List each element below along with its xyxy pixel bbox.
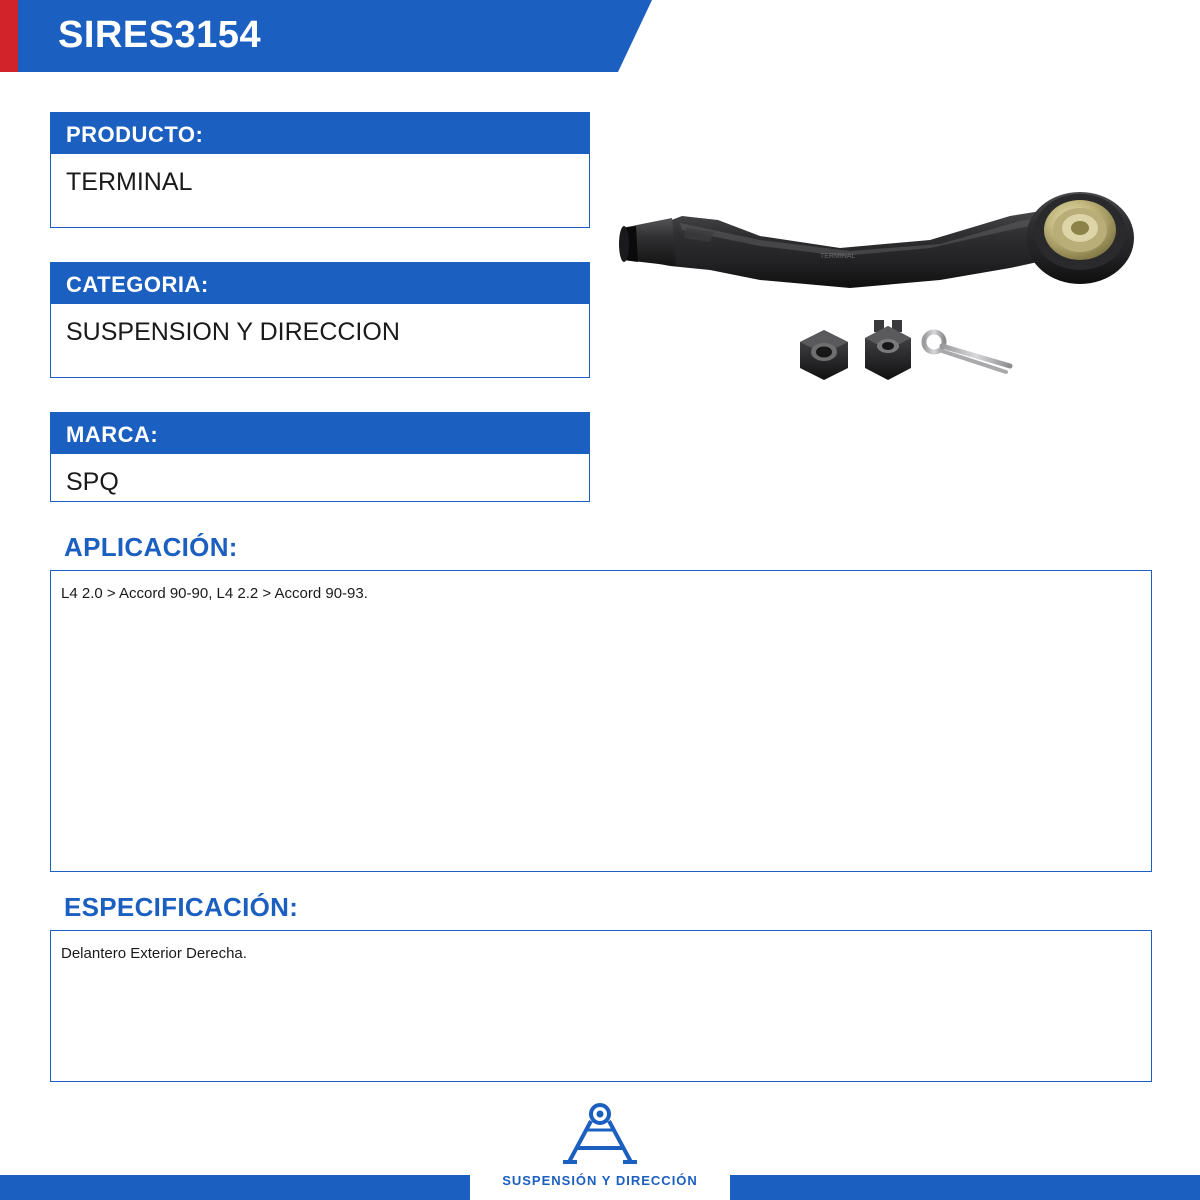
- field-marca-label: MARCA:: [50, 412, 590, 454]
- field-producto-label: PRODUCTO:: [50, 112, 590, 154]
- especificacion-title: ESPECIFICACIÓN:: [64, 892, 299, 922]
- field-producto: [50, 112, 590, 228]
- page-title: SIRES3154: [58, 14, 262, 56]
- page-header: [0, 0, 1200, 72]
- tie-rod-end-icon: [610, 120, 1170, 500]
- product-photo: [610, 120, 1170, 500]
- aplicacion-text: L4 2.0 > Accord 90-90, L4 2.2 > Accord 90-93.: [50, 570, 1152, 872]
- aplicacion-title: APLICACIÓN:: [64, 532, 238, 562]
- hex-nut-icon: [800, 330, 848, 380]
- page-footer: [0, 1175, 1200, 1200]
- field-marca: [50, 412, 590, 502]
- especificacion-text: Delantero Exterior Derecha.: [50, 930, 1152, 1082]
- field-categoria-label: CATEGORIA:: [50, 262, 590, 304]
- castle-nut-icon: [865, 320, 911, 380]
- svg-text:TERMINAL: TERMINAL: [820, 253, 856, 260]
- footer-caption: SUSPENSIÓN Y DIRECCIÓN: [502, 1173, 698, 1188]
- field-categoria-value: SUSPENSION Y DIRECCION: [50, 304, 590, 378]
- field-categoria: [50, 262, 590, 378]
- field-producto-value: TERMINAL: [50, 154, 590, 228]
- footer-logo: [470, 1100, 730, 1200]
- field-marca-value: SPQ: [50, 454, 590, 502]
- cotter-pin-icon: [924, 332, 1010, 372]
- control-arm-icon: [525, 1100, 675, 1172]
